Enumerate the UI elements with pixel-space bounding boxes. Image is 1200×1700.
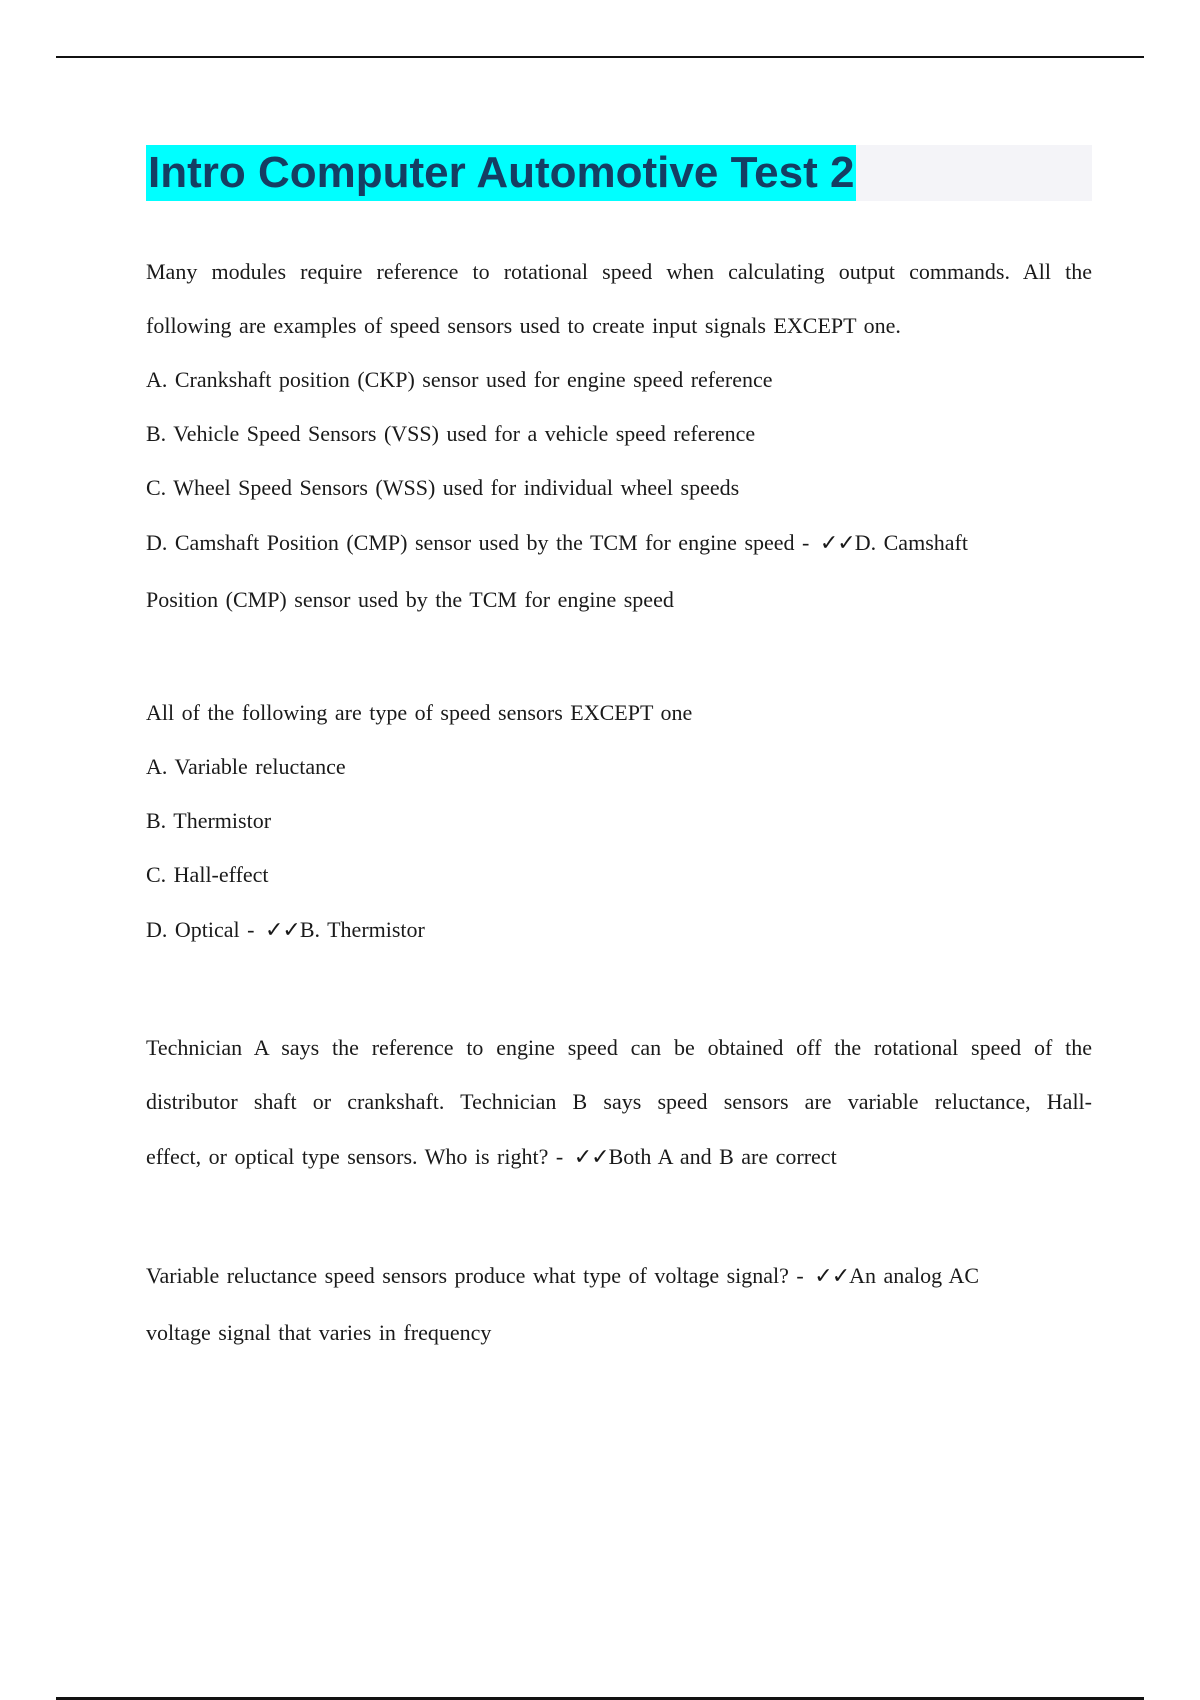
document-title: Intro Computer Automotive Test 2 — [146, 145, 856, 201]
question-text-line: Technician A says the reference to engine speed can be obtained off the rotational speed of the — [146, 1035, 1092, 1060]
option-d-with-answer — [146, 515, 1092, 572]
question-separator — [146, 1186, 1092, 1248]
option-a: A. Crankshaft position (CKP) sensor used for engine speed reference — [146, 367, 773, 392]
question-text: Variable reluctance speed sensors produce what type of voltage signal? - — [146, 1263, 804, 1288]
option-d-with-answer — [146, 902, 1092, 959]
answer-text-continued: voltage signal that varies in frequency — [146, 1320, 492, 1345]
double-check-icon: ✓✓ — [264, 918, 300, 943]
question-2 — [146, 686, 1092, 959]
option-a: A. Variable reluctance — [146, 754, 346, 779]
question-1 — [146, 245, 1092, 628]
answer-text: D. Camshaft — [854, 530, 968, 555]
option-d-text: D. Optical - — [146, 917, 255, 942]
double-check-icon: ✓✓ — [814, 1264, 850, 1289]
answer-text: An analog AC — [849, 1263, 980, 1288]
question-text-line: distributor shaft or crankshaft. Technician B says speed sensors are variable reluctance, Hall- — [146, 1089, 1092, 1114]
top-rule — [56, 56, 1144, 58]
question-text-end: effect, or optical type sensors. Who is right? - — [146, 1144, 564, 1169]
option-b: B. Thermistor — [146, 808, 272, 833]
question-with-answer — [146, 1248, 1092, 1305]
answer-text: B. Thermistor — [299, 917, 425, 942]
option-b: B. Vehicle Speed Sensors (VSS) used for a vehicle speed reference — [146, 421, 756, 446]
option-c: C. Wheel Speed Sensors (WSS) used for individual wheel speeds — [146, 475, 740, 500]
question-text-line: following are examples of speed sensors used to create input signals EXCEPT one. — [146, 313, 901, 338]
option-d-text: D. Camshaft Position (CMP) sensor used by the TCM for engine speed - — [146, 530, 810, 555]
title-banner — [146, 145, 1092, 201]
question-separator — [146, 959, 1092, 1021]
option-c: C. Hall-effect — [146, 862, 269, 887]
double-check-icon: ✓✓ — [573, 1145, 609, 1170]
question-text-line: All of the following are type of speed sensors EXCEPT one — [146, 700, 693, 725]
question-4 — [146, 1248, 1092, 1361]
question-separator — [146, 628, 1092, 686]
answer-text: Both A and B are correct — [608, 1144, 837, 1169]
question-text-line: Many modules require reference to rotational speed when calculating output commands. All the — [146, 259, 1092, 284]
document-body — [146, 245, 1092, 1361]
double-check-icon: ✓✓ — [819, 531, 855, 556]
question-with-answer — [146, 1129, 1092, 1186]
answer-text-continued: Position (CMP) sensor used by the TCM for engine speed — [146, 587, 674, 612]
question-3 — [146, 1021, 1092, 1186]
